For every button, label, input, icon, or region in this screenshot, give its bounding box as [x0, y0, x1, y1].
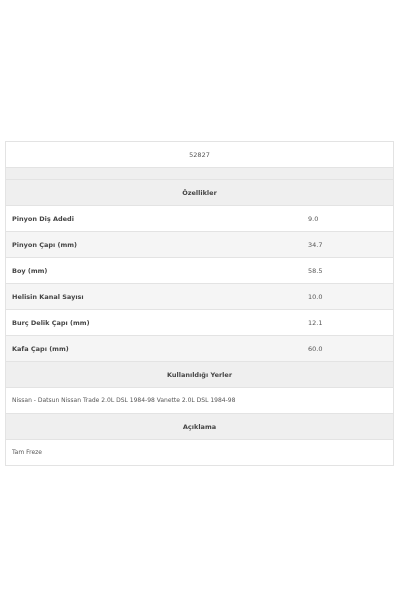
spec-row-bushing-bore: [6, 310, 393, 336]
features-heading-row: [6, 180, 393, 206]
spec-label: Pinyon Çapı (mm): [12, 240, 77, 249]
product-code-row: [6, 142, 393, 168]
usage-text: Nissan - Datsun Nissan Trade 2.0L DSL 1984-98 Vanette 2.0L DSL 1984-98: [12, 397, 236, 404]
product-spec-table: [5, 141, 394, 466]
description-heading: Açıklama: [182, 422, 217, 431]
spec-value: 12.1: [308, 318, 323, 327]
product-code: 52827: [189, 150, 210, 159]
spec-value: 58.5: [308, 266, 323, 275]
description-text: Tam Freze: [12, 449, 42, 456]
description-heading-row: [6, 414, 393, 440]
spec-label: Burç Delik Çapı (mm): [12, 318, 90, 327]
spec-row-length: [6, 258, 393, 284]
usage-heading-row: [6, 362, 393, 388]
spec-row-pinion-teeth: [6, 206, 393, 232]
usage-text-row: [6, 388, 393, 414]
spec-label: Pinyon Diş Adedi: [12, 214, 74, 223]
spacer-row: [6, 168, 393, 180]
spec-value: 10.0: [308, 292, 323, 301]
spec-label: Helisin Kanal Sayısı: [12, 292, 84, 301]
features-heading: Özellikler: [182, 188, 217, 197]
spec-row-head-diameter: [6, 336, 393, 362]
spec-label: Kafa Çapı (mm): [12, 344, 69, 353]
usage-heading: Kullanıldığı Yerler: [166, 370, 233, 379]
spec-value: 60.0: [308, 344, 323, 353]
spec-row-pinion-diameter: [6, 232, 393, 258]
spec-row-helix-grooves: [6, 284, 393, 310]
description-text-row: [6, 440, 393, 465]
spec-value: 9.0: [308, 214, 319, 223]
spec-label: Boy (mm): [12, 266, 48, 275]
spec-value: 34.7: [308, 240, 323, 249]
